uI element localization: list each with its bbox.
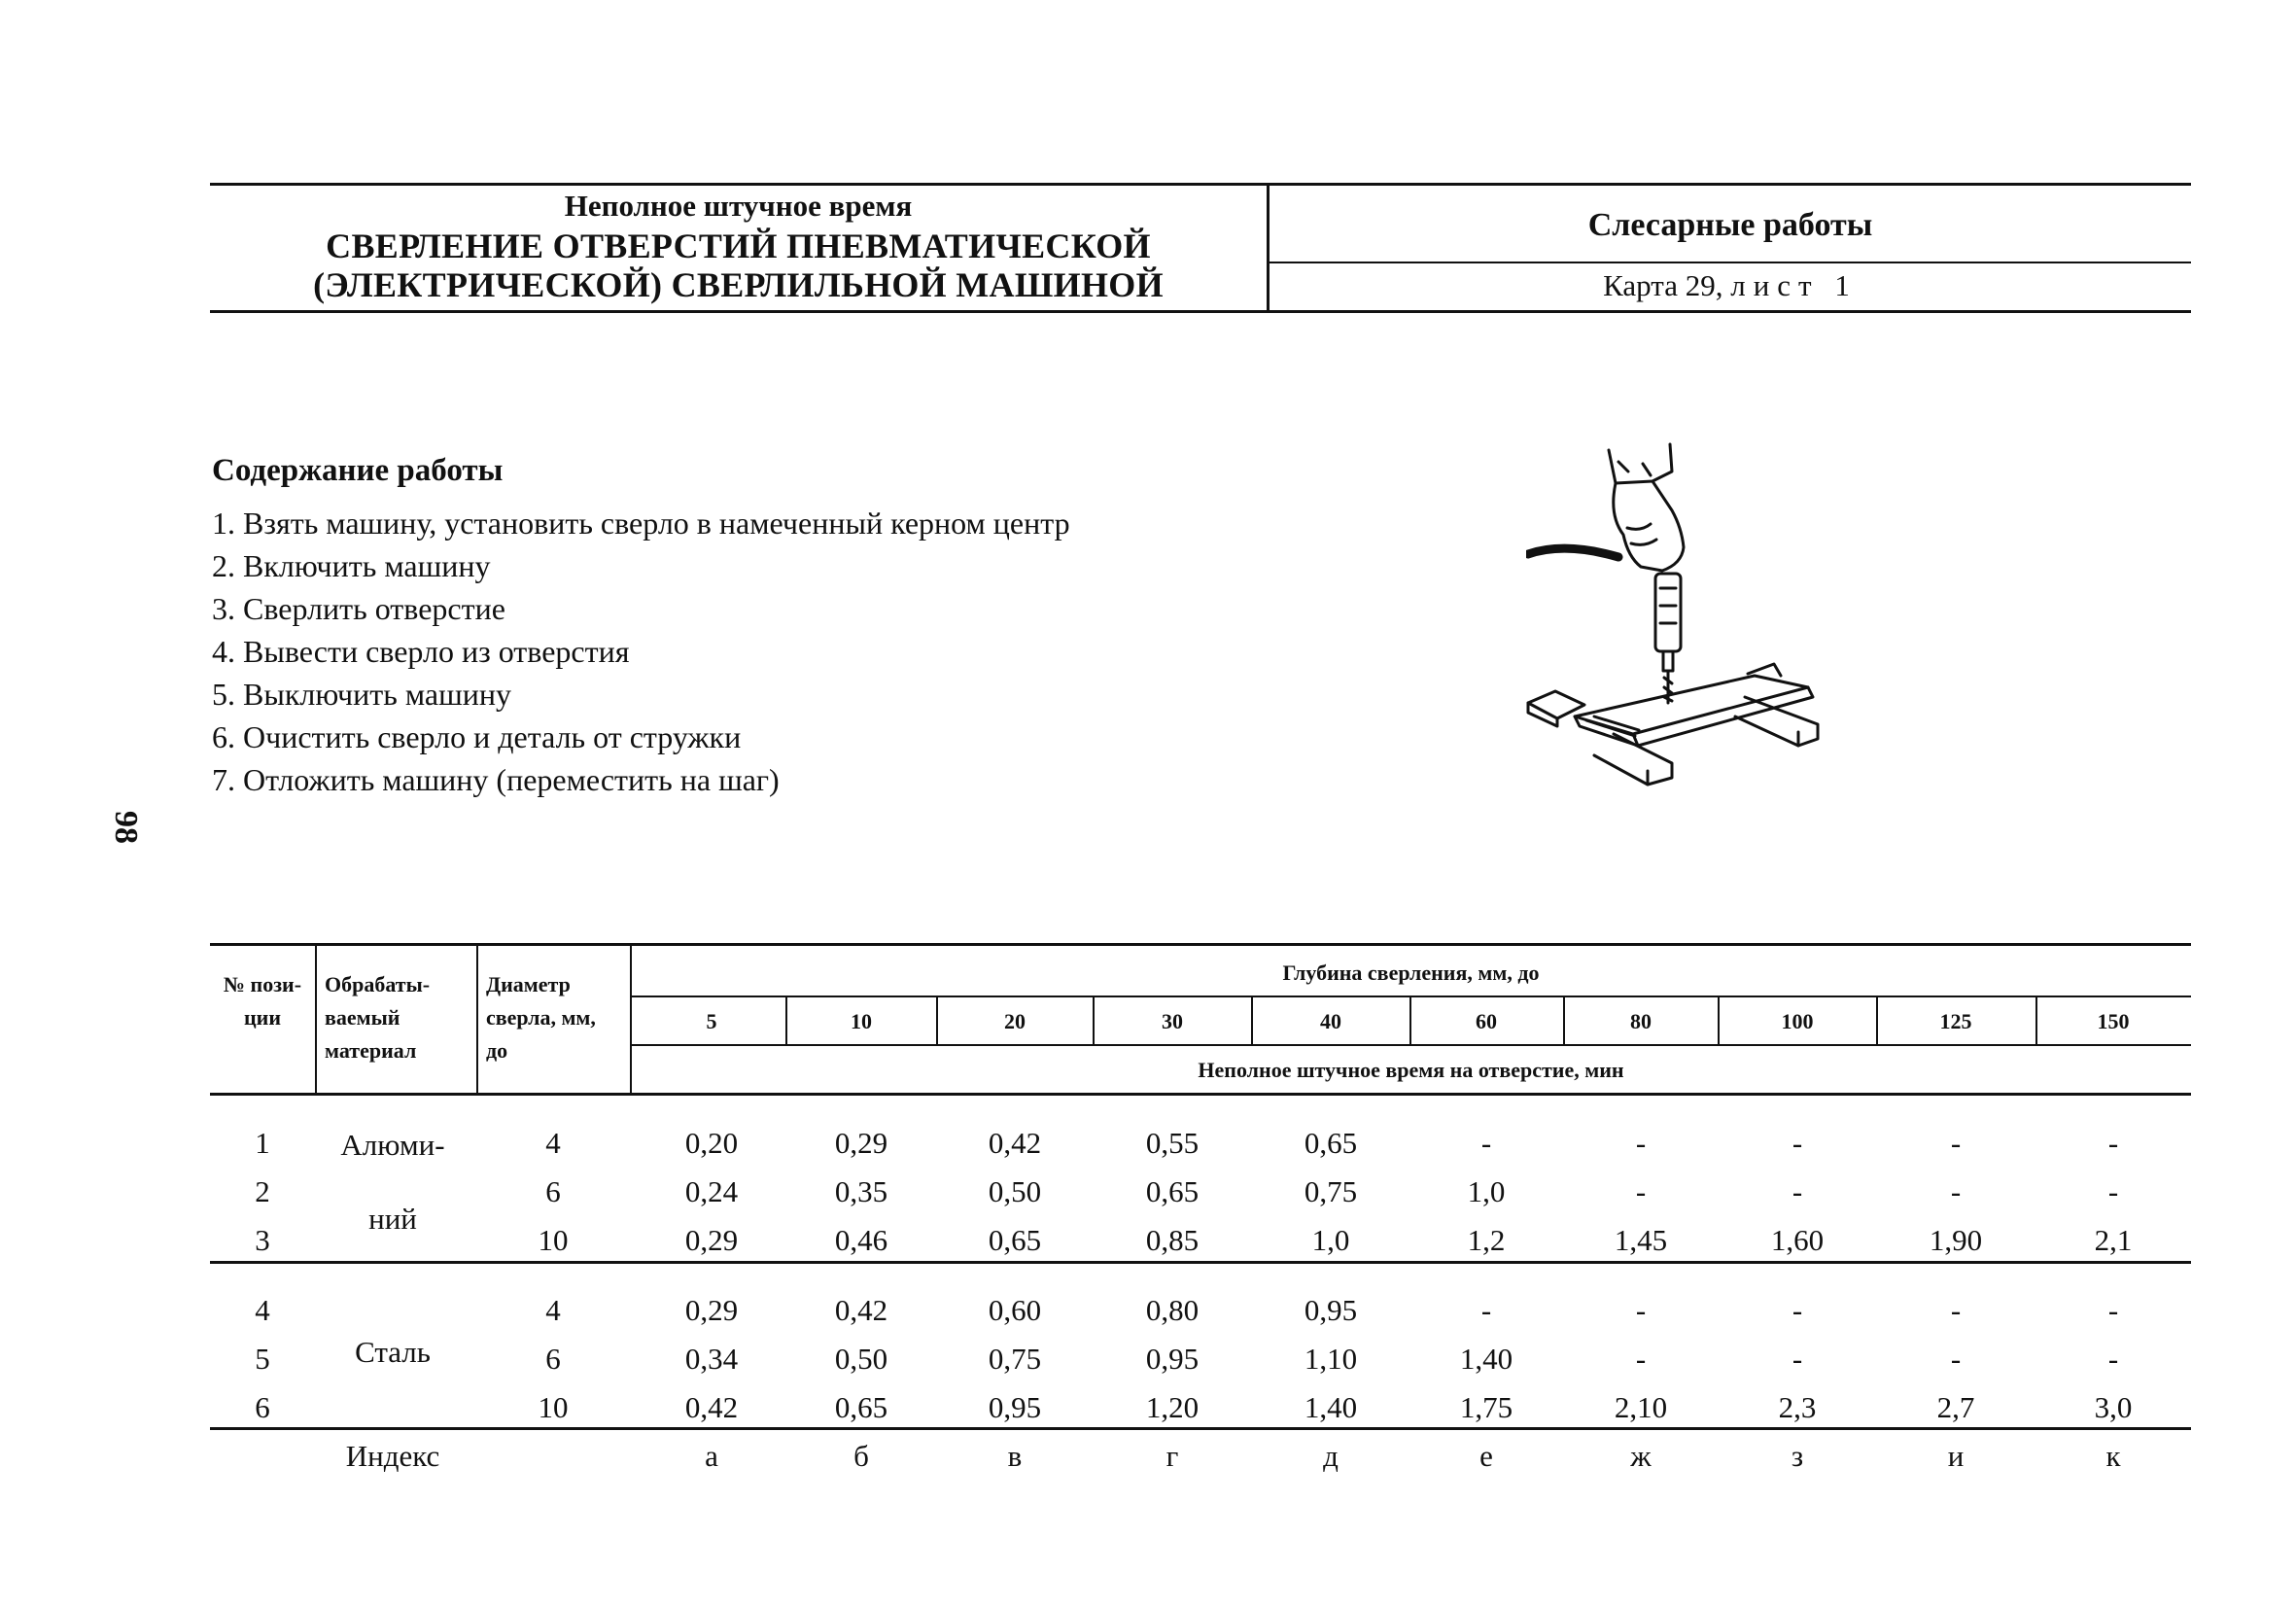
- time-value: 0,29: [684, 1293, 739, 1327]
- time-value: 1,40: [1304, 1390, 1358, 1424]
- time-value: -: [1635, 1342, 1647, 1376]
- group-divider-rule: [210, 1261, 2191, 1264]
- depth-value: 125: [1939, 1009, 1972, 1033]
- time-value: 0,42: [834, 1293, 888, 1327]
- time-value: -: [2107, 1126, 2119, 1160]
- time-value: -: [1792, 1342, 1803, 1376]
- row-diameter: 10: [538, 1390, 569, 1424]
- time-value: 0,60: [988, 1293, 1042, 1327]
- time-value: 0,50: [834, 1342, 888, 1376]
- card-label: Карта 29,: [1603, 268, 1723, 302]
- material-aluminium-line-2: ний: [368, 1202, 417, 1236]
- work-step: 1. Взять машину, установить сверло в намеченный керном центр: [212, 506, 1070, 541]
- time-value: 1,2: [1467, 1223, 1506, 1257]
- time-value: 0,65: [834, 1390, 888, 1424]
- time-value: 0,42: [988, 1126, 1042, 1160]
- page-number: 98: [108, 811, 144, 844]
- time-value: 0,20: [684, 1126, 739, 1160]
- time-value: -: [1950, 1342, 1962, 1376]
- header-diameter: Диаметр сверла, мм, до: [486, 972, 596, 1064]
- header-subtitle: Неполное штучное время: [564, 189, 913, 223]
- time-value: 0,95: [1304, 1293, 1358, 1327]
- time-value: -: [2107, 1342, 2119, 1376]
- index-letter: ж: [1630, 1439, 1652, 1473]
- time-value: -: [1792, 1126, 1803, 1160]
- time-value: 0,80: [1145, 1293, 1200, 1327]
- row-position: 4: [255, 1293, 270, 1327]
- time-value: 2,3: [1778, 1390, 1817, 1424]
- time-value: -: [1950, 1293, 1962, 1327]
- time-value: 0,46: [834, 1223, 888, 1257]
- time-value: 2,10: [1614, 1390, 1668, 1424]
- time-value: 1,45: [1614, 1223, 1668, 1257]
- row-diameter: 6: [545, 1342, 561, 1376]
- time-value: 1,20: [1145, 1390, 1200, 1424]
- index-letter: д: [1323, 1439, 1339, 1473]
- row-position: 6: [255, 1390, 270, 1424]
- time-value: -: [1792, 1174, 1803, 1208]
- header-time: Неполное штучное время на отверстие, мин: [1198, 1058, 1624, 1082]
- depth-value: 100: [1781, 1009, 1814, 1033]
- depth-value: 80: [1630, 1009, 1652, 1033]
- sheet-label: лист 1: [1730, 268, 1858, 302]
- header-section-name: Слесарные работы: [1587, 207, 1873, 243]
- header-title-line-2: (ЭЛЕКТРИЧЕСКОЙ) СВЕРЛИЛЬНОЙ МАШИНОЙ: [313, 265, 1164, 304]
- time-value: 0,29: [684, 1223, 739, 1257]
- depth-value: 40: [1320, 1009, 1341, 1033]
- time-value: 1,90: [1929, 1223, 1983, 1257]
- header-material: Обрабаты- ваемый материал: [325, 972, 431, 1064]
- time-value: 0,35: [834, 1174, 888, 1208]
- header-card-info: [1270, 268, 2191, 303]
- work-step: 4. Вывести сверло из отверстия: [212, 634, 630, 669]
- depth-value: 150: [2097, 1009, 2130, 1033]
- index-label: Индекс: [345, 1439, 440, 1473]
- index-letter: з: [1791, 1439, 1804, 1473]
- work-step: 5. Выключить машину: [212, 677, 511, 712]
- work-content-heading: Содержание работы: [212, 453, 504, 488]
- row-diameter: 4: [545, 1126, 561, 1160]
- time-value: -: [1792, 1293, 1803, 1327]
- time-norms-table: [210, 943, 2191, 1478]
- time-value: -: [1480, 1293, 1492, 1327]
- time-value: 1,0: [1311, 1223, 1350, 1257]
- drilling-illustration: [1526, 442, 1915, 792]
- work-step: 2. Включить машину: [212, 548, 491, 583]
- depth-value: 30: [1162, 1009, 1183, 1033]
- depth-col-divider: [936, 996, 938, 1045]
- time-value: 0,34: [684, 1342, 739, 1376]
- time-value: 0,65: [988, 1223, 1042, 1257]
- row-position: 5: [255, 1342, 270, 1376]
- row-position: 1: [255, 1126, 270, 1160]
- time-value: -: [1635, 1126, 1647, 1160]
- table-top-rule: [210, 943, 2191, 946]
- header-depth: Глубина сверления, мм, до: [1282, 961, 1540, 985]
- material-aluminium-line-1: Алюми-: [340, 1128, 445, 1162]
- depth-value: 60: [1476, 1009, 1497, 1033]
- row-diameter: 4: [545, 1293, 561, 1327]
- time-value: 1,75: [1459, 1390, 1513, 1424]
- time-value: -: [1950, 1126, 1962, 1160]
- time-value: 0,95: [1145, 1342, 1200, 1376]
- time-value: -: [2107, 1293, 2119, 1327]
- time-value: 0,42: [684, 1390, 739, 1424]
- time-value: 2,1: [2094, 1223, 2133, 1257]
- row-position: 3: [255, 1223, 270, 1257]
- index-letter: а: [705, 1439, 718, 1473]
- depth-value: 10: [851, 1009, 872, 1033]
- time-value: 1,40: [1459, 1342, 1513, 1376]
- time-value: 1,10: [1304, 1342, 1358, 1376]
- time-value: 1,60: [1770, 1223, 1825, 1257]
- material-steel: Сталь: [355, 1335, 431, 1369]
- time-value: -: [1635, 1293, 1647, 1327]
- index-letter: и: [1947, 1439, 1965, 1473]
- depth-col-divider: [1718, 996, 1720, 1045]
- time-value: 3,0: [2094, 1390, 2133, 1424]
- index-letter: в: [1007, 1439, 1023, 1473]
- depth-value: 5: [706, 1009, 717, 1033]
- time-value: 2,7: [1936, 1390, 1975, 1424]
- time-value: 1,0: [1467, 1174, 1506, 1208]
- col-divider: [476, 943, 478, 1095]
- header-right-divider: [1270, 262, 2191, 263]
- time-value: -: [2107, 1174, 2119, 1208]
- index-letter: б: [853, 1439, 869, 1473]
- depth-value: 20: [1004, 1009, 1026, 1033]
- header-bottom-rule: [210, 310, 2191, 313]
- time-value: 0,29: [834, 1126, 888, 1160]
- work-step: 7. Отложить машину (переместить на шаг): [212, 762, 780, 797]
- depth-col-divider: [2035, 996, 2037, 1045]
- header-top-rule: [210, 183, 2191, 186]
- header-title-block: [210, 191, 1267, 306]
- work-step: 3. Сверлить отверстие: [212, 591, 505, 626]
- index-letter: е: [1479, 1439, 1493, 1473]
- work-step: 6. Очистить сверло и деталь от стружки: [212, 719, 742, 754]
- time-value: -: [1480, 1126, 1492, 1160]
- col-divider: [315, 943, 317, 1095]
- header-title-line-1: СВЕРЛЕНИЕ ОТВЕРСТИЙ ПНЕВМАТИЧЕСКОЙ: [326, 227, 1151, 265]
- index-letter: г: [1165, 1439, 1179, 1473]
- depth-col-divider: [1093, 996, 1095, 1045]
- row-position: 2: [255, 1174, 270, 1208]
- time-value: 0,65: [1145, 1174, 1200, 1208]
- depth-col-divider: [1876, 996, 1878, 1045]
- depth-col-divider: [1251, 996, 1253, 1045]
- time-value: 0,75: [1304, 1174, 1358, 1208]
- time-value: 0,95: [988, 1390, 1042, 1424]
- time-value: 0,75: [988, 1342, 1042, 1376]
- time-value: 0,55: [1145, 1126, 1200, 1160]
- time-value: 0,24: [684, 1174, 739, 1208]
- time-value: -: [1635, 1174, 1647, 1208]
- work-steps-list: [212, 502, 1070, 801]
- depth-col-divider: [1563, 996, 1565, 1045]
- time-value: 0,65: [1304, 1126, 1358, 1160]
- header-position: № пози- ции: [223, 972, 302, 1031]
- index-letter: к: [2105, 1439, 2121, 1473]
- row-diameter: 6: [545, 1174, 561, 1208]
- data-bottom-rule: [210, 1427, 2191, 1430]
- depth-col-divider: [785, 996, 787, 1045]
- header-bottom-rule: [210, 1093, 2191, 1096]
- time-value: 0,50: [988, 1174, 1042, 1208]
- row-diameter: 10: [538, 1223, 569, 1257]
- depth-col-divider: [1409, 996, 1411, 1045]
- time-value: -: [1950, 1174, 1962, 1208]
- time-value: 0,85: [1145, 1223, 1200, 1257]
